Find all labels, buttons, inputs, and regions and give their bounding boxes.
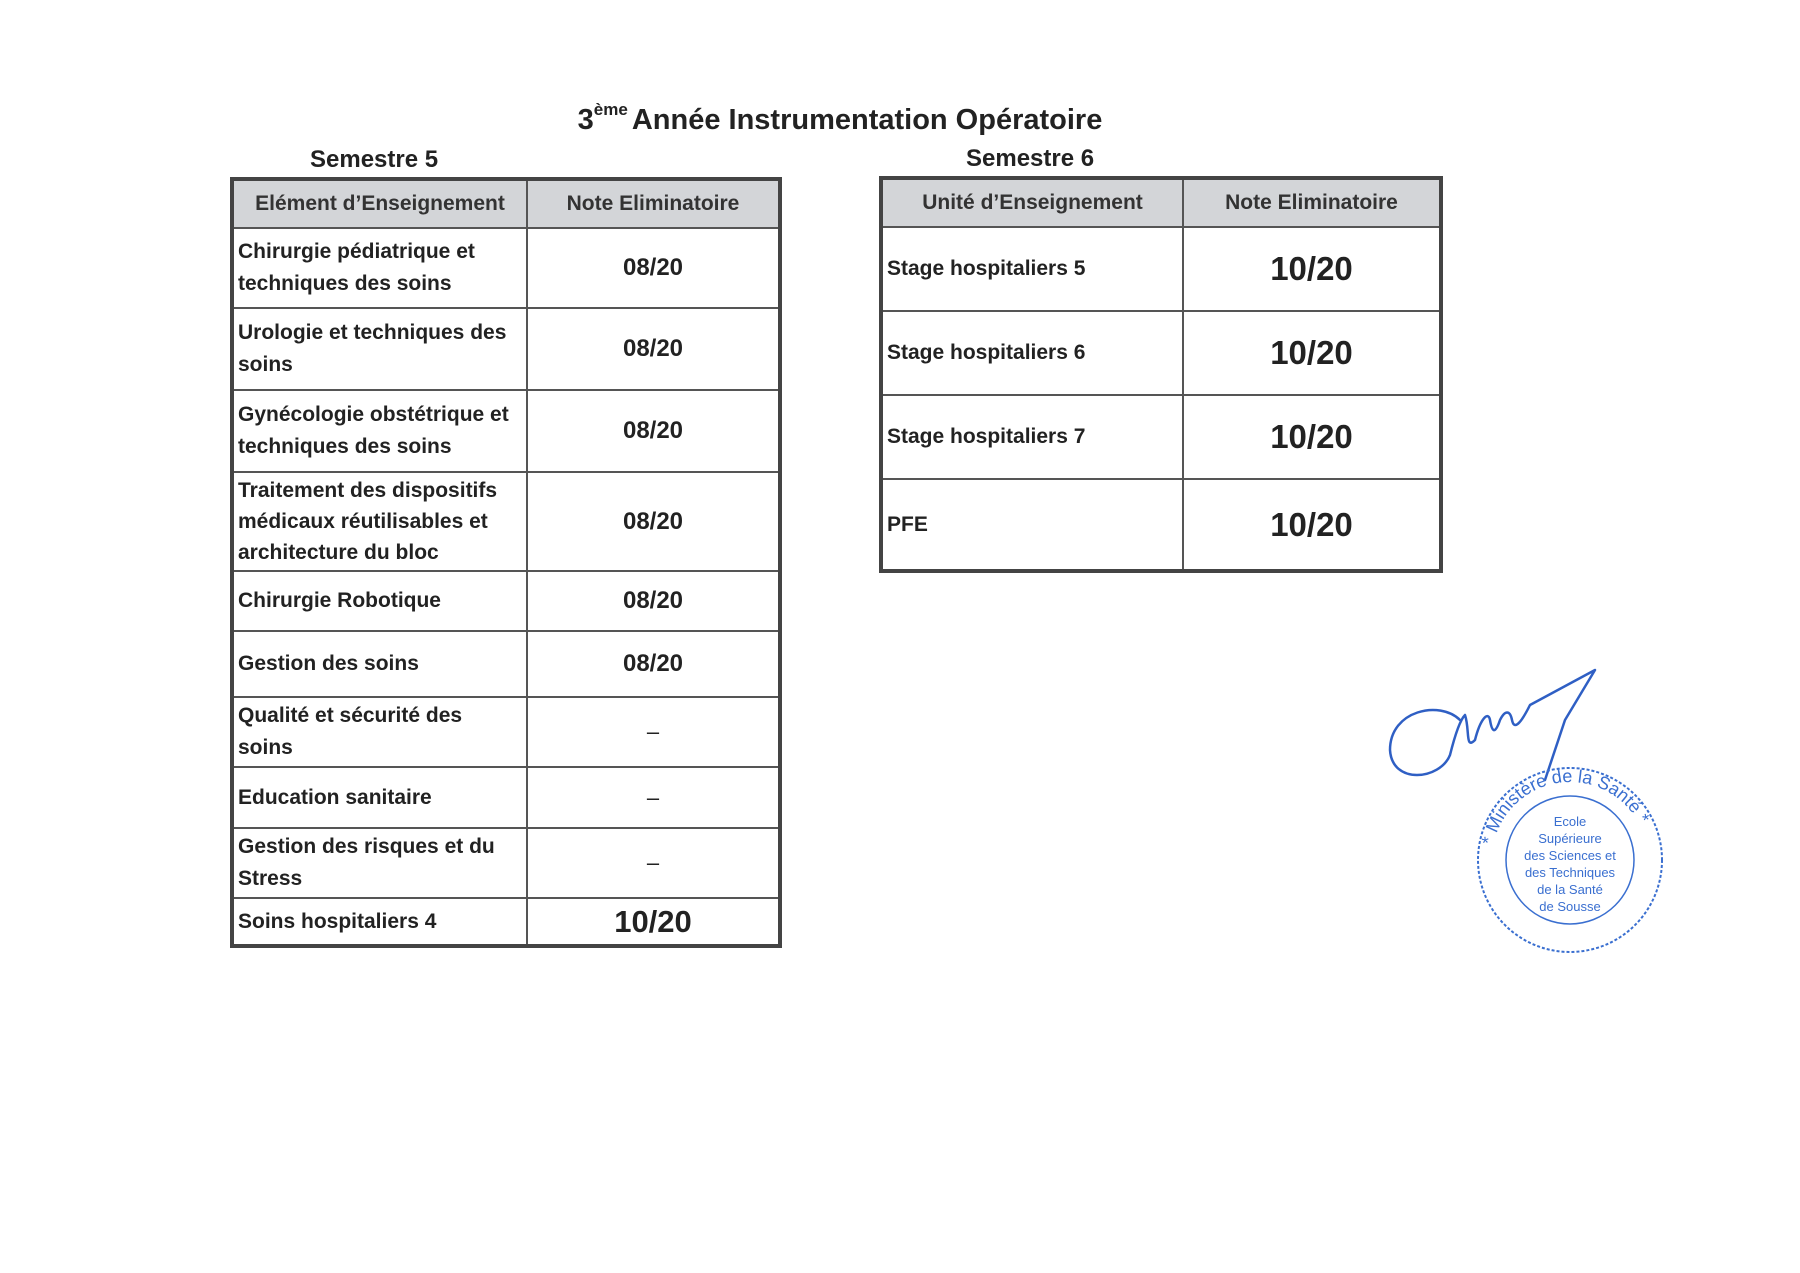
semestre-5-label: Semestre 5 bbox=[310, 146, 439, 173]
element-cell: Chirurgie Robotique bbox=[232, 571, 527, 631]
table-row bbox=[232, 228, 780, 308]
stamp-seal bbox=[1470, 760, 1670, 960]
element-cell: Urologie et techniques des soins bbox=[232, 308, 527, 390]
note-cell: 08/20 bbox=[527, 472, 780, 571]
note-cell: – bbox=[527, 828, 780, 898]
element-cell: Gynécologie obstétrique et techniques des soins bbox=[232, 390, 527, 472]
element-cell: Chirurgie pédiatrique et techniques des soins bbox=[232, 228, 527, 308]
page-title bbox=[0, 100, 1680, 137]
semestre-6-table bbox=[879, 176, 1443, 573]
table-row bbox=[232, 571, 780, 631]
header-element: Elément d’Enseignement bbox=[232, 179, 527, 228]
element-cell: Education sanitaire bbox=[232, 767, 527, 828]
note-cell: 08/20 bbox=[527, 308, 780, 390]
element-cell: Traitement des dispositifs médicaux réutilisables et architecture du bloc bbox=[232, 472, 527, 571]
title-main: Année Instrumentation Opératoire bbox=[631, 104, 1103, 136]
table-row bbox=[881, 395, 1441, 479]
semestre-5-table bbox=[230, 177, 782, 948]
header-note: Note Eliminatoire bbox=[527, 179, 780, 228]
header-element: Unité d’Enseignement bbox=[881, 178, 1183, 227]
table-row bbox=[232, 828, 780, 898]
table-row bbox=[881, 479, 1441, 571]
note-cell: 10/20 bbox=[1183, 227, 1441, 311]
note-cell: 10/20 bbox=[1183, 311, 1441, 395]
note-cell: 08/20 bbox=[527, 390, 780, 472]
title-year: 3 bbox=[577, 104, 594, 136]
table-row bbox=[232, 697, 780, 767]
note-cell: 10/20 bbox=[1183, 395, 1441, 479]
stamp-line: Supérieure bbox=[1538, 831, 1602, 846]
element-cell: Soins hospitaliers 4 bbox=[232, 898, 527, 946]
stamp-line: des Techniques bbox=[1524, 865, 1616, 880]
stamp-ring-text: * Ministère de la Santé * bbox=[1477, 765, 1654, 847]
note-cell: – bbox=[527, 767, 780, 828]
element-cell: Stage hospitaliers 7 bbox=[881, 395, 1183, 479]
note-cell: 10/20 bbox=[1183, 479, 1441, 571]
element-cell: Gestion des risques et du Stress bbox=[232, 828, 527, 898]
element-cell: Stage hospitaliers 5 bbox=[881, 227, 1183, 311]
table-row bbox=[232, 767, 780, 828]
table-row bbox=[232, 472, 780, 571]
note-cell: 08/20 bbox=[527, 228, 780, 308]
semestre-6-label: Semestre 6 bbox=[966, 145, 1095, 172]
table-row bbox=[232, 898, 780, 946]
stamp-line: de Sousse bbox=[1539, 899, 1601, 914]
stamp-line: Ecole bbox=[1553, 814, 1587, 829]
table-row bbox=[232, 308, 780, 390]
element-cell: Gestion des soins bbox=[232, 631, 527, 697]
element-cell: PFE bbox=[881, 479, 1183, 571]
table-row bbox=[881, 311, 1441, 395]
header-note: Note Eliminatoire bbox=[1183, 178, 1441, 227]
table-row bbox=[881, 227, 1441, 311]
element-cell: Qualité et sécurité des soins bbox=[232, 697, 527, 767]
table-row bbox=[232, 631, 780, 697]
stamp-line: des Sciences et bbox=[1524, 848, 1616, 863]
note-cell: 08/20 bbox=[527, 571, 780, 631]
note-cell: – bbox=[527, 697, 780, 767]
element-cell: Stage hospitaliers 6 bbox=[881, 311, 1183, 395]
note-cell: 08/20 bbox=[527, 631, 780, 697]
table-header-row bbox=[232, 179, 780, 228]
table-row bbox=[232, 390, 780, 472]
stamp-line: de la Santé bbox=[1537, 882, 1603, 897]
table-header-row bbox=[881, 178, 1441, 227]
title-superscript: ème bbox=[593, 100, 628, 119]
note-cell: 10/20 bbox=[527, 898, 780, 946]
